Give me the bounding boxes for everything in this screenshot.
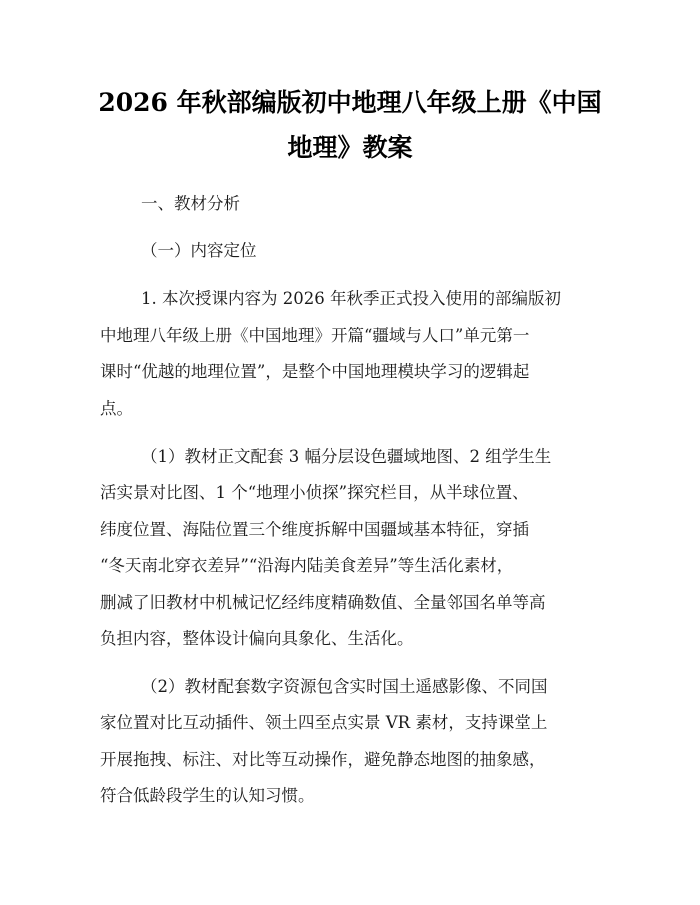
- paragraph-3-line-1: （2）教材配套数字资源包含实时国土遥感影像、不同国: [141, 677, 548, 696]
- paragraph-2-line-6: 负担内容，整体设计偏向具象化、生活化。: [100, 629, 414, 648]
- paragraph-2-line-2: 活实景对比图、1 个“地理小侦探”探究栏目，从半球位置、: [100, 483, 529, 502]
- paragraph-1-line-2: 中地理八年级上册《中国地理》开篇“疆域与人口”单元第一: [100, 326, 530, 345]
- paragraph-3-line-2: 家位置对比互动插件、领土四至点实景 VR 素材，支持课堂上: [100, 713, 548, 732]
- paragraph-2-line-3: 纬度位置、海陆位置三个维度拆解中国疆域基本特征，穿插: [100, 520, 529, 539]
- paragraph-1-line-4: 点。: [100, 399, 133, 418]
- document-title-line-2: 地理》教案: [287, 133, 413, 162]
- paragraph-2-line-5: 删减了旧教材中机械记忆经纬度精确数值、全量邻国名单等高: [100, 593, 546, 612]
- paragraph-2-line-1: （1）教材正文配套 3 幅分层设色疆域地图、2 组学生生: [141, 447, 552, 466]
- document-title-line-1: 2026 年秋部编版初中地理八年级上册《中国: [98, 88, 602, 117]
- paragraph-3-line-3: 开展拖拽、标注、对比等互动操作，避免静态地图的抽象感，: [100, 750, 546, 769]
- paragraph-1-line-1: 1. 本次授课内容为 2026 年秋季正式投入使用的部编版初: [141, 289, 561, 308]
- paragraph-3-line-4: 符合低龄段学生的认知习惯。: [100, 786, 315, 805]
- paragraph-2-line-4: “冬天南北穿衣差异”“沿海内陆美食差异”等生活化素材，: [100, 556, 514, 575]
- section-heading: 一、教材分析: [141, 194, 240, 213]
- paragraph-1-line-3: 课时“优越的地理位置”，是整个中国地理模块学习的逻辑起: [100, 362, 530, 381]
- subsection-heading: （一）内容定位: [141, 241, 257, 260]
